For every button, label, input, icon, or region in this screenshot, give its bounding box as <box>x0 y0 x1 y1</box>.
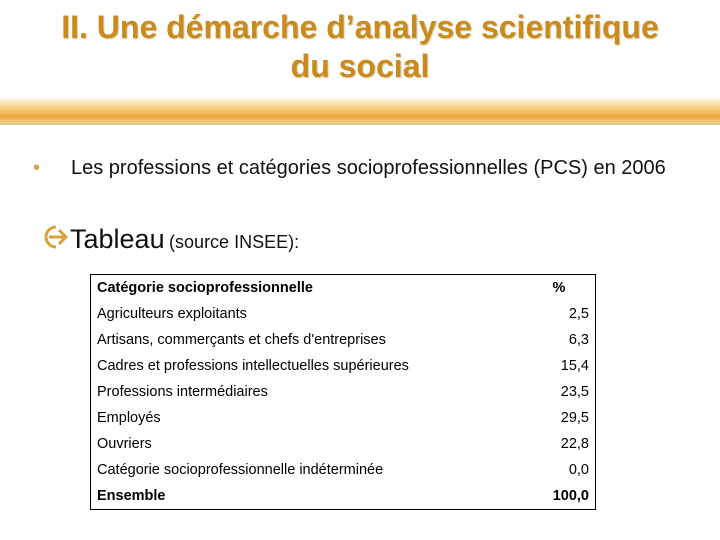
row-value: 29,5 <box>560 410 589 426</box>
row-label: Ouvriers <box>97 436 152 452</box>
row-label: Agriculteurs exploitants <box>97 306 247 322</box>
title-divider-line <box>0 123 720 125</box>
arrow-right-icon <box>44 224 70 250</box>
table-row <box>91 457 596 483</box>
title-line-2: du social <box>290 48 430 84</box>
table-row <box>91 301 596 327</box>
title-divider <box>0 97 720 123</box>
title-line-1: II. Une démarche d’analyse scientifique <box>61 9 659 45</box>
slide-title <box>0 8 720 86</box>
bullet-dot-icon: • <box>33 157 41 179</box>
row-label: Catégorie socioprofessionnelle indéterminée <box>97 462 384 478</box>
table-row <box>91 353 596 379</box>
table-total-row <box>91 483 596 510</box>
row-value: 23,5 <box>560 384 589 400</box>
header-percent: % <box>552 280 566 296</box>
row-value: 2,5 <box>568 306 589 322</box>
row-label: Professions intermédiaires <box>97 384 268 400</box>
sub-heading-main: Tableau <box>70 224 165 254</box>
bullet-text: Les professions et catégories socioprofessionnelles (PCS) en 2006 <box>71 157 666 179</box>
row-label: Artisans, commerçants et chefs d'entreprises <box>97 332 386 348</box>
row-value: 0,0 <box>568 462 589 478</box>
row-label: Cadres et professions intellectuelles supérieures <box>97 358 409 374</box>
table-row <box>91 405 596 431</box>
sub-heading-note: (source INSEE): <box>169 232 300 252</box>
header-category: Catégorie socioprofessionnelle <box>97 280 313 296</box>
table-row <box>91 327 596 353</box>
row-value: 22,8 <box>560 436 589 452</box>
row-label: Employés <box>97 410 161 426</box>
total-label: Ensemble <box>97 488 166 504</box>
table-row <box>91 431 596 457</box>
row-value: 15,4 <box>560 358 589 374</box>
pcs-table <box>90 274 596 510</box>
total-value: 100,0 <box>552 488 589 504</box>
table-header-row <box>91 275 596 302</box>
row-value: 6,3 <box>568 332 589 348</box>
table-row <box>91 379 596 405</box>
sub-heading <box>44 224 299 255</box>
